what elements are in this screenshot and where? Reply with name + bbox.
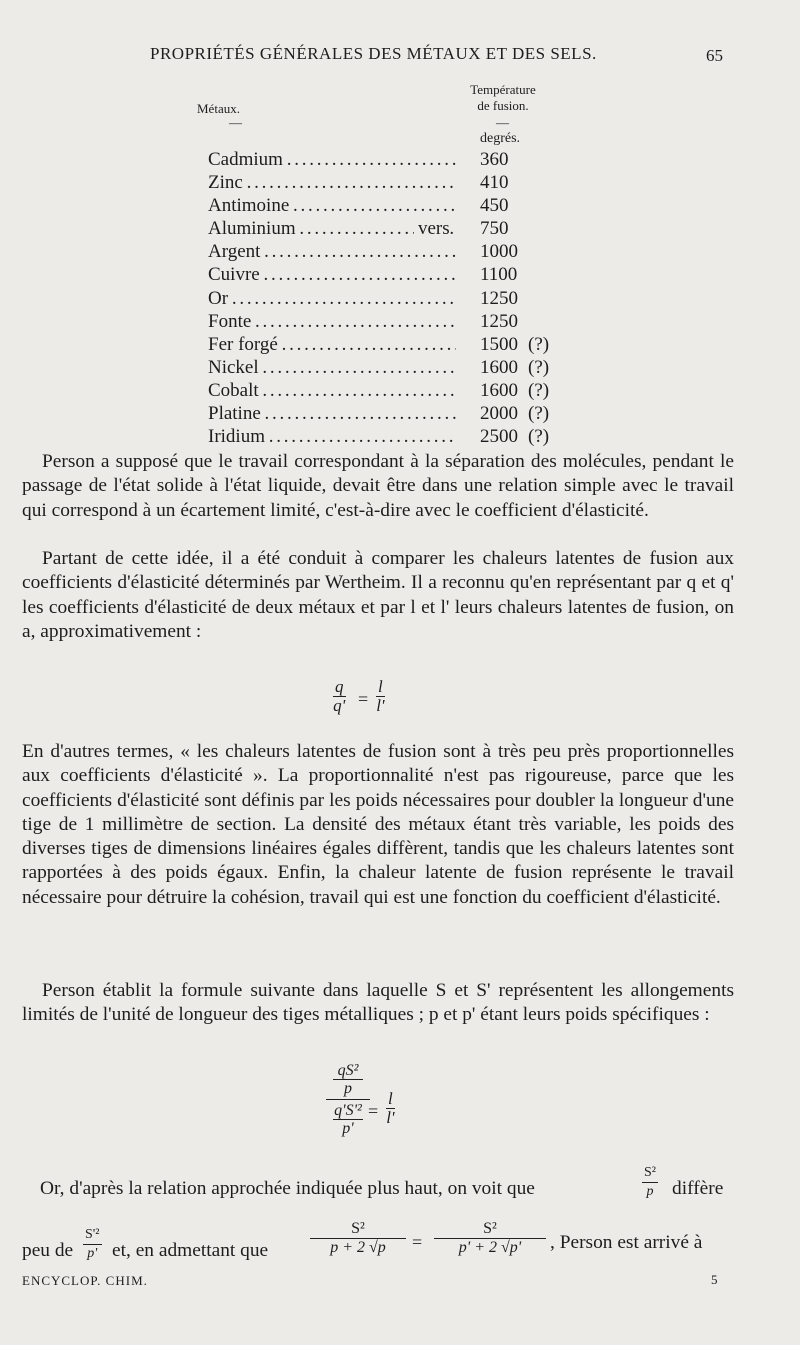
- formula-2-equals: =: [368, 1101, 379, 1121]
- header-dash-metals: —: [229, 115, 242, 130]
- melting-temperature: 1100: [480, 264, 518, 286]
- formula-2-right: [386, 1090, 395, 1127]
- header-dash-temperature: —: [496, 115, 509, 130]
- formula-4-den: p': [87, 1246, 98, 1261]
- table-row: [208, 425, 568, 448]
- formula-1-right: [376, 678, 385, 715]
- melting-temperature: 1250: [480, 287, 518, 309]
- table-row: [208, 240, 568, 263]
- formula-2-right-num: l: [388, 1089, 393, 1108]
- formula-6-num: S²: [434, 1220, 546, 1239]
- metal-name: Argent . . .: [208, 240, 456, 263]
- page-number: 65: [706, 46, 723, 65]
- melting-temperature: 1500: [480, 333, 518, 355]
- formula-1-equals: =: [358, 689, 369, 709]
- table-row: [208, 287, 568, 310]
- metal-name: Cobalt . . .: [208, 379, 456, 402]
- metal-name: Or . . .: [208, 287, 456, 310]
- unit-label: degrés.: [480, 131, 521, 146]
- melting-point-table: [208, 148, 568, 448]
- melting-temperature: 450: [480, 195, 509, 217]
- table-row: [208, 171, 568, 194]
- melting-temperature: 1600: [480, 379, 518, 401]
- paragraph-5-end: diffère: [672, 1178, 724, 1199]
- metal-name: Antimoine . . .: [208, 194, 456, 217]
- column-header-metals: Métaux.: [197, 101, 240, 116]
- formula-1-right-den: l': [376, 696, 385, 715]
- formula-6-den: p' + 2 √p': [458, 1239, 522, 1256]
- table-row: [208, 217, 568, 240]
- uncertainty-note: (?): [528, 426, 550, 448]
- table-row: [208, 310, 568, 333]
- metal-name: Cadmium . . .: [208, 148, 456, 171]
- column-header-temperature-line1: Température: [470, 82, 536, 97]
- formula-2-bottom-num: q'S'²: [334, 1102, 362, 1119]
- metal-name: Iridium . . .: [208, 425, 456, 448]
- formula-3-num: S²: [642, 1164, 658, 1183]
- formula-1-left: [333, 678, 346, 715]
- melting-temperature: 410: [480, 172, 509, 194]
- formula-4: [83, 1226, 102, 1263]
- formula-1-left-den: q': [333, 696, 346, 715]
- metal-name: Zinc . . .: [208, 171, 456, 194]
- paragraph-5-start: Or, d'après la relation approchée indiquée plus haut, on voit que: [40, 1178, 535, 1199]
- table-row: [208, 263, 568, 286]
- table-row: [208, 402, 568, 425]
- formula-2-bottom-den: p': [342, 1120, 354, 1137]
- formula-6: [434, 1220, 546, 1257]
- footer-sheet-number: 5: [711, 1272, 719, 1287]
- metal-name: Cuivre . . .: [208, 263, 456, 286]
- metal-name: Platine . . .: [208, 402, 456, 425]
- paragraph-1: Person a supposé que le travail correspondant à la séparation des molécules, pendant le passage de l'état solide à l'état liquide, devait être dans une relation simple avec le travail qui correspond à un écartement limité, c'est-à-dire avec le coefficient d'élasticité.: [22, 451, 734, 521]
- melting-temperature: 1600: [480, 356, 518, 378]
- metal-name: Fer forgé . . .: [208, 333, 456, 356]
- formula-3-den: p: [646, 1184, 654, 1199]
- paragraph-2: Partant de cette idée, il a été conduit à comparer les chaleurs latentes de fusion aux coefficients d'élasticité déterminés par Wertheim. Il a reconnu qu'en représentant par q et q' les coefficients d'élasticité de deux métaux et par l et l' leurs chaleurs latentes de fusion, on a, approximativement :: [22, 548, 734, 642]
- column-header-temperature-line2: de fusion.: [477, 98, 529, 113]
- formula-3: [642, 1164, 658, 1201]
- footer-signature: ENCYCLOP. CHIM.: [22, 1273, 148, 1288]
- melting-temperature: 360: [480, 149, 509, 170]
- formula-2-right-den: l': [386, 1108, 395, 1127]
- paragraph-3: En d'autres termes, « les chaleurs latentes de fusion sont à très peu près proportionnelles aux coefficients d'élasticité ». La proportionnalité n'est pas rigoureuse, parce que les coefficients d'élasticité sont définis par les poids nécessaires pour doubler la longueur d'une tige de 1 millimètre de section. La densité des métaux étant très variable, les poids des diverses tiges de dimensions linéaires égales diffèrent, tandis que les chaleurs latentes sont rapportées à des poids égaux. Enfin, la chaleur latente de fusion représente le travail nécessaire pour détruire la cohésion, travail qui est une fonction du coefficient d'élasticité.: [22, 741, 734, 908]
- metal-name: Nickel . . .: [208, 356, 456, 379]
- column-header-temperature: [458, 82, 548, 114]
- table-row: [208, 379, 568, 402]
- formula-5: [310, 1220, 406, 1257]
- melting-temperature: 1250: [480, 310, 518, 332]
- melting-temperature: 2000: [480, 403, 518, 425]
- metal-name: Fonte . . .: [208, 310, 456, 333]
- formula-1-right-num: l: [378, 677, 383, 696]
- uncertainty-note: (?): [528, 356, 550, 378]
- table-row: [208, 194, 568, 217]
- table-row: [208, 333, 568, 356]
- paragraph-6-middle: et, en admettant que: [112, 1240, 269, 1261]
- melting-temperature: 750: [480, 218, 509, 240]
- formula-5-equals: =: [412, 1232, 423, 1252]
- formula-5-num: S²: [310, 1220, 406, 1239]
- metal-name: Aluminium . . .: [208, 217, 456, 240]
- formula-2: [318, 1062, 378, 1137]
- melting-temperature: 1000: [480, 241, 518, 263]
- running-title: PROPRIÉTÉS GÉNÉRALES DES MÉTAUX ET DES SELS.: [150, 44, 597, 63]
- paragraph-6-end: , Person est arrivé à: [550, 1232, 703, 1253]
- formula-2-top-den: p: [344, 1080, 352, 1097]
- paragraph-4: Person établit la formule suivante dans laquelle S et S' représentent les allongements limités de l'unité de longueur des tiges métalliques ; p et p' étant leurs poids spécifiques :: [22, 980, 734, 1026]
- table-row: [208, 148, 568, 171]
- uncertainty-note: (?): [528, 333, 550, 355]
- value-modifier: vers: [414, 217, 450, 240]
- table-row: [208, 356, 568, 379]
- formula-5-den: p + 2 √p: [330, 1239, 386, 1256]
- formula-2-top-num: qS²: [337, 1062, 359, 1079]
- uncertainty-note: (?): [528, 403, 550, 425]
- melting-temperature: 2500: [480, 426, 518, 448]
- paragraph-6-start: peu de: [22, 1240, 74, 1261]
- formula-4-num: S'²: [83, 1226, 102, 1245]
- uncertainty-note: (?): [528, 379, 550, 401]
- formula-1-left-num: q: [335, 677, 344, 696]
